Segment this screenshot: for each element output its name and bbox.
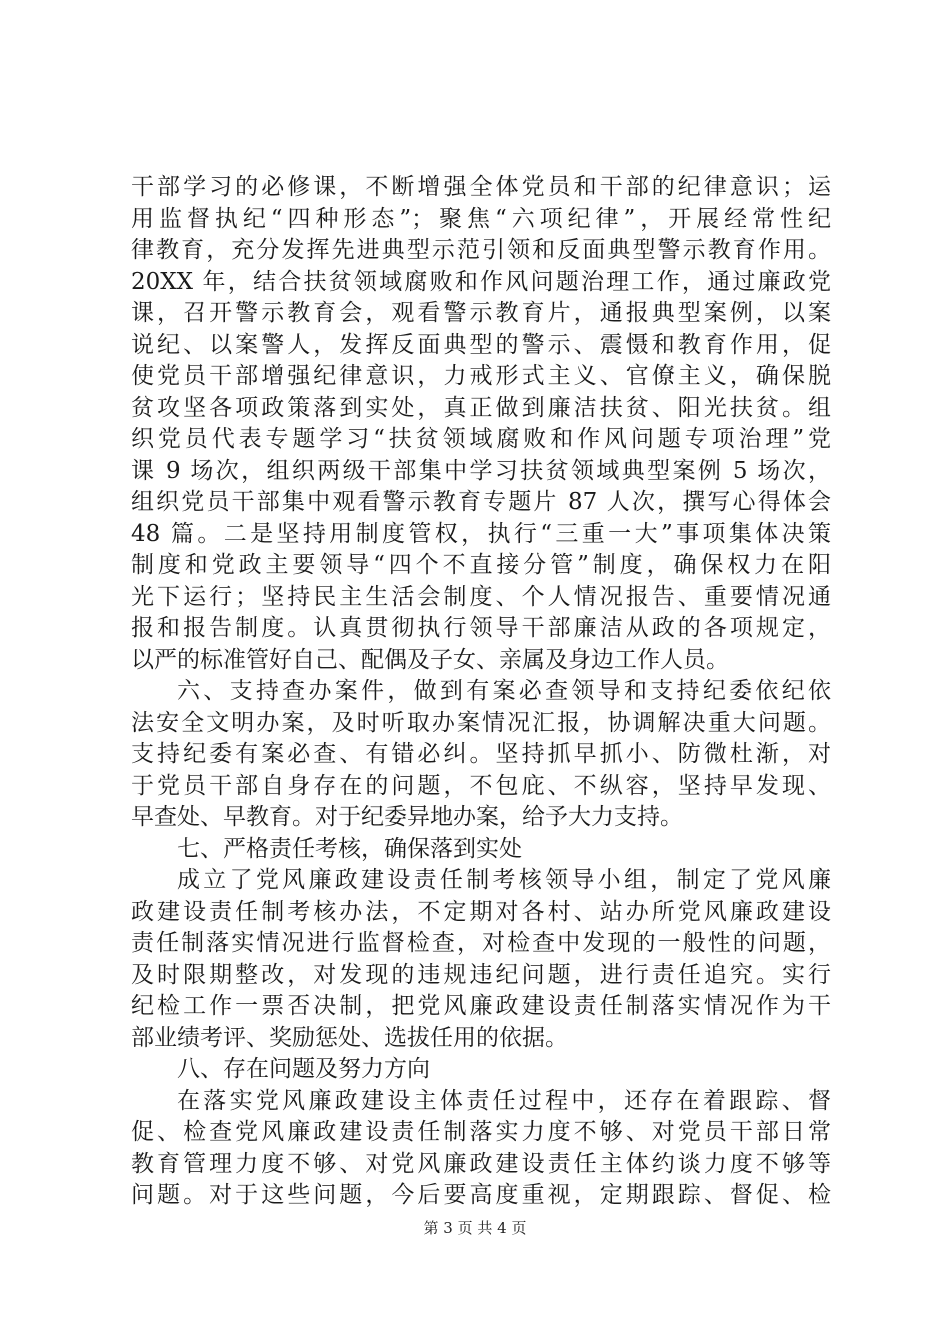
text-line: 干部学习的必修课，不断增强全体党员和干部的纪律意识；运 <box>131 174 831 200</box>
text-line: 报和报告制度。认真贯彻执行领导干部廉洁从政的各项规定， <box>131 615 831 641</box>
text-line: 光下运行；坚持民主生活会制度、个人情况报告、重要情况通 <box>131 583 831 610</box>
text-line: 组织党员干部集中观看警示教育专题片 87 人次，撰写心得体会 <box>131 489 831 515</box>
text-line: 部业绩考评、奖励惩处、选拔任用的依据。 <box>131 1024 568 1051</box>
text-line: 八、存在问题及努力方向 <box>177 1056 430 1082</box>
text-line: 促、检查党风廉政建设责任制落实力度不够、对党员干部日常 <box>131 1119 831 1145</box>
text-line: 六、支持查办案件，做到有案必查领导和支持纪委依纪依 <box>177 678 831 704</box>
text-line: 课 9 场次，组织两级干部集中学习扶贫领域典型案例 5 场次， <box>131 457 831 484</box>
text-line: 课，召开警示教育会，观看警示教育片，通报典型案例，以案 <box>131 300 831 326</box>
text-line: 20XX 年，结合扶贫领域腐败和作风问题治理工作，通过廉政党 <box>131 268 831 295</box>
text-line: 七、严格责任考核，确保落到实处 <box>177 835 522 862</box>
text-line: 法安全文明办案，及时听取办案情况汇报，协调解决重大问题。 <box>131 709 831 736</box>
page-footer: 第 3 页 共 4 页 <box>423 1219 527 1237</box>
text-line: 织党员代表专题学习“扶贫领域腐败和作风问题专项治理”党 <box>131 426 831 452</box>
text-line: 说纪、以案警人，发挥反面典型的警示、震慑和教育作用，促 <box>131 331 831 358</box>
text-line: 责任制落实情况进行监督检查，对检查中发现的一般性的问题， <box>131 930 831 956</box>
text-line: 使党员干部增强纪律意识，力戒形式主义、官僚主义，确保脱 <box>131 363 831 389</box>
text-line: 律教育，充分发挥先进典型示范引领和反面典型警示教育作用。 <box>131 237 831 263</box>
text-line: 纪检工作一票否决制，把党风廉政建设责任制落实情况作为干 <box>131 993 831 1019</box>
text-line: 成立了党风廉政建设责任制考核领导小组，制定了党风廉 <box>177 867 831 893</box>
text-line: 以严的标准管好自己、配偶及子女、亲属及身边工作人员。 <box>131 646 729 673</box>
text-line: 政建设责任制考核办法，不定期对各村、站办所党风廉政建设 <box>131 898 831 925</box>
text-line: 48 篇。二是坚持用制度管权，执行“三重一大”事项集体决策 <box>131 520 831 547</box>
text-line: 用监督执纪“四种形态”；聚焦“六项纪律”，开展经常性纪 <box>131 205 831 232</box>
text-line: 贫攻坚各项政策落到实处，真正做到廉洁扶贫、阳光扶贫。组 <box>131 394 831 421</box>
text-line: 问题。对于这些问题，今后要高度重视，定期跟踪、督促、检 <box>131 1182 831 1208</box>
text-line: 制度和党政主要领导“四个不直接分管”制度，确保权力在阳 <box>131 552 831 578</box>
text-line: 于党员干部自身存在的问题，不包庇、不纵容，坚持早发现、 <box>131 772 831 799</box>
text-line: 早查处、早教育。对于纪委异地办案，给予大力支持。 <box>131 804 683 830</box>
document-body <box>131 172 831 1212</box>
text-line: 教育管理力度不够、对党风廉政建设责任主体约谈力度不够等 <box>131 1150 831 1177</box>
text-line: 及时限期整改，对发现的违规违纪问题，进行责任追究。实行 <box>131 961 831 988</box>
text-line: 支持纪委有案必查、有错必纠。坚持抓早抓小、防微杜渐，对 <box>131 741 831 767</box>
text-line: 在落实党风廉政建设主体责任过程中，还存在着跟踪、督 <box>177 1087 831 1114</box>
